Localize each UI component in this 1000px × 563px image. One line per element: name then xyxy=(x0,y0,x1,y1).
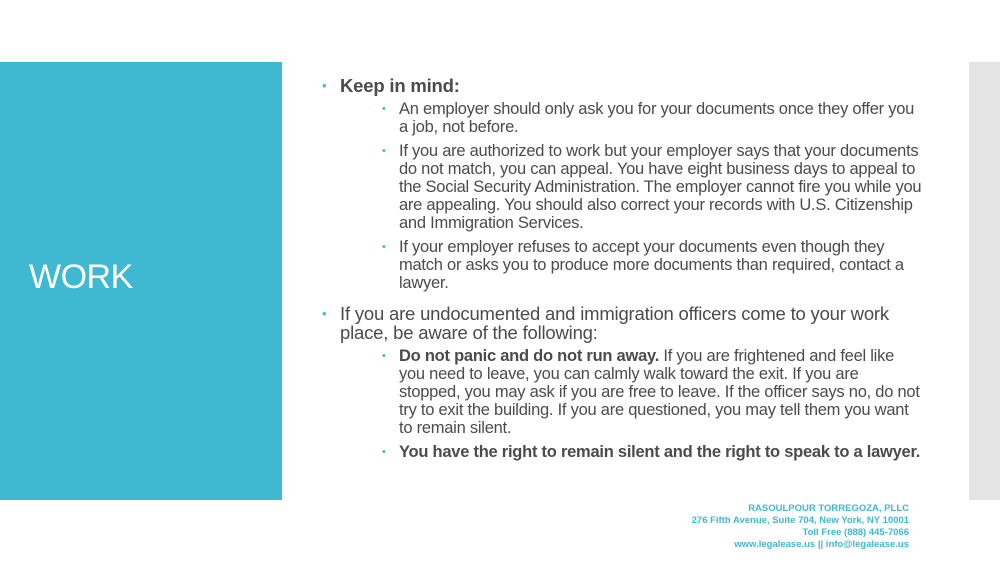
undocumented-heading: If you are undocumented and immigration officers come to your work place, be aware of the following: xyxy=(340,303,889,343)
bullet-icon: • xyxy=(382,446,386,458)
sub-bullet-employer-ask xyxy=(382,100,922,136)
bullet-icon: • xyxy=(382,145,386,157)
footer-firm-name: RASOULPOUR TORREGOZA, PLLC xyxy=(748,503,909,514)
bullet-keep-in-mind xyxy=(322,76,922,292)
keep-in-mind-heading: Keep in mind: xyxy=(340,75,460,96)
bullet-icon: • xyxy=(382,241,386,253)
sub-bullet-contact-lawyer xyxy=(382,238,922,292)
sub-bullet-appeal xyxy=(382,142,922,232)
footer-phone: Toll Free (888) 445-7066 xyxy=(802,527,909,538)
sub-bullet-right-to-silence xyxy=(382,443,922,461)
sub-bullet-text: If you are authorized to work but your employer says that your documents do not match, you can appeal. You have eight business days to appeal to the Social Security Administration. The employer cannot fire you while you are appealing. You should also correct your records with U.S. Citizenship and Immigration Services. xyxy=(399,142,922,232)
bullet-icon: • xyxy=(382,103,386,115)
slide-title: WORK xyxy=(29,258,133,296)
bullet-icon: • xyxy=(322,78,327,93)
bullet-icon: • xyxy=(382,350,386,362)
do-not-panic-text: If you are frightened and feel like you need to leave, you can calmly walk toward the exit. If you are stopped, you may ask if you are free to leave. If the officer says no, do not try to exit the building. If you are questioned, you may tell them you want to remain silent. xyxy=(399,347,920,437)
footer-contact xyxy=(692,503,909,551)
right-to-silence-bold: You have the right to remain silent and the right to speak to a lawyer. xyxy=(399,443,921,461)
content-body xyxy=(322,76,922,473)
bullet-icon: • xyxy=(322,306,327,321)
do-not-panic-bold: Do not panic and do not run away. xyxy=(399,347,660,365)
sub-bullet-text: An employer should only ask you for your documents once they offer you a job, not before. xyxy=(399,100,915,136)
sub-bullet-text: If your employer refuses to accept your documents even though they match or asks you to produce more documents than required, contact a lawyer. xyxy=(399,238,904,292)
right-side-bar xyxy=(969,62,1000,500)
footer-address: 276 Fifth Avenue, Suite 704, New York, NY 10001 xyxy=(691,515,909,526)
bullet-undocumented xyxy=(322,304,922,461)
sub-bullet-do-not-panic xyxy=(382,347,922,437)
footer-web: www.legalease.us || info@legalease.us xyxy=(734,539,909,550)
